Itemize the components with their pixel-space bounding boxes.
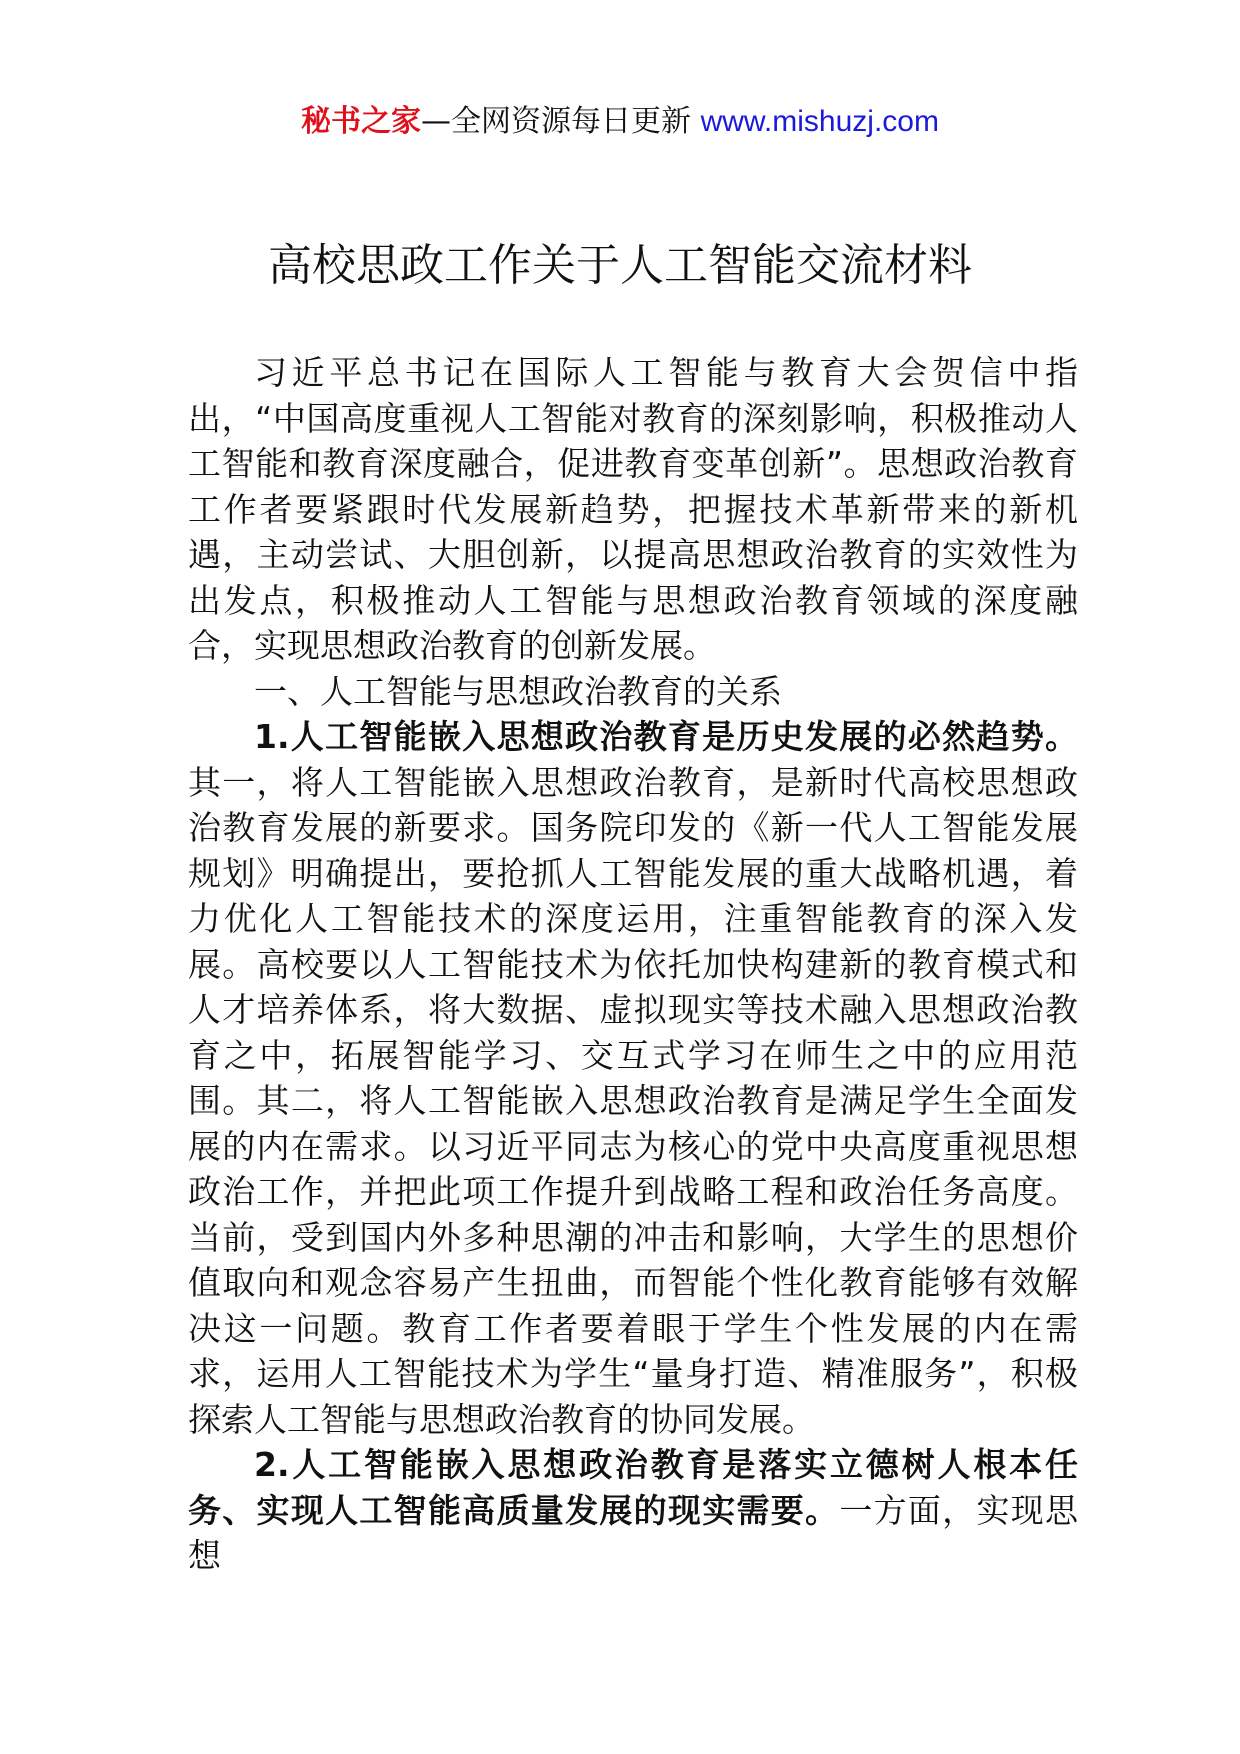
subsection-paragraph-1 xyxy=(188,714,1078,1442)
intro-paragraph: 习近平总书记在国际人工智能与教育大会贺信中指出，“中国高度重视人工智能对教育的深刻影响，积极推动人工智能和教育深度融合，促进教育变革创新”。思想政治教育工作者要紧跟时代发展新趋势，把握技术革新带来的新机遇，主动尝试、大胆创新，以提高思想政治教育的实效性为出发点，积极推动人工智能与思想政治教育领域的深度融合，实现思想政治教育的创新发展。 xyxy=(188,353,1078,665)
subsection-text-1: 其一，将人工智能嵌入思想政治教育，是新时代高校思想政治教育发展的新要求。国务院印发的《新一代人工智能发展规划》明确提出，要抢抓人工智能发展的重大战略机遇，着力优化人工智能技术的深度运用，注重智能教育的深入发展。高校要以人工智能技术为依托加快构建新的教育模式和人才培养体系，将大数据、虚拟现实等技术融入思想政治教育之中，拓展智能学习、交互式学习在师生之中的应用范围。其二，将人工智能嵌入思想政治教育是满足学生全面发展的内在需求。以习近平同志为核心的党中央高度重视思想政治工作，并把此项工作提升到战略工程和政治任务高度。当前，受到国内外多种思潮的冲击和影响，大学生的思想价值取向和观念容易产生扭曲，而智能个性化教育能够有效解决这一问题。教育工作者要着眼于学生个性发展的内在需求，运用人工智能技术为学生“量身打造、精准服务”，积极探索人工智能与思想政治教育的协同发展。 xyxy=(188,762,1078,1439)
subsection-heading-1: 1.人工智能嵌入思想政治教育是历史发展的必然趋势。 xyxy=(254,717,1078,756)
document-body xyxy=(188,350,1078,1579)
section-heading-1: 一、人工智能与思想政治教育的关系 xyxy=(254,671,782,711)
subsection-heading-2: 2.人工智能嵌入思想政治教育是落实立德树人根本任务、实现人工智能高质量发展的现实需要。 xyxy=(188,1445,1078,1530)
site-brand: 秘书之家 xyxy=(301,104,422,139)
site-url-link[interactable]: www.mishuzj.com xyxy=(700,105,939,138)
site-header xyxy=(0,100,1240,144)
document-title: 高校思政工作关于人工智能交流材料 xyxy=(268,240,972,291)
site-tagline: —全网资源每日更新 xyxy=(421,104,701,139)
subsection-paragraph-2 xyxy=(188,1442,1078,1579)
subsection-text-2: 一方面，实现思想 xyxy=(188,1490,1079,1575)
